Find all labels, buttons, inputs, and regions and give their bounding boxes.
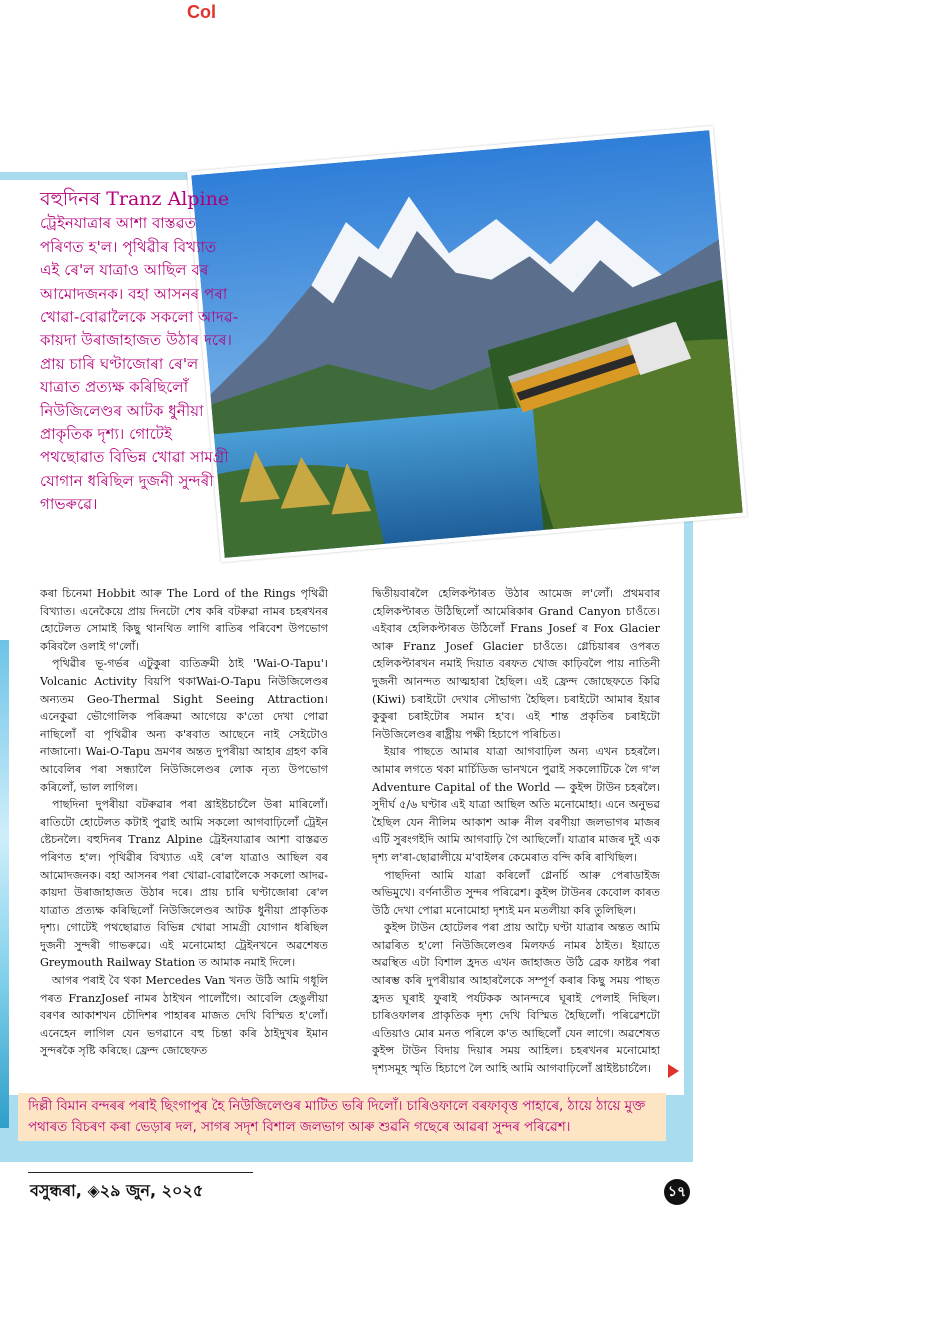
intro-highlight bbox=[40, 188, 240, 517]
column-tag: Col bbox=[187, 2, 216, 22]
left-paragraph-1: কৰা চিনেমা Hobbit আৰু The Lord of the Rings পৃথিৱী বিখ্যাত। এনেকৈয়ে প্ৰায় দিনটো শেষ কৰি বটৰুৱা নামৰ চহৰখনৰ হোটেলত সোমাই কিছু থানথিত লাগি ৰাতিৰ পৰিবেশ উপভোগ কৰিবলৈ ওলাই গ'লোঁ। bbox=[40, 587, 328, 653]
intro-body: ট্ৰেইনযাত্ৰাৰ আশা বাস্তৱত পৰিণত হ'ল। পৃথিৱীৰ বিখ্যাত এই ৰে'ল যাত্ৰাও আছিল বৰ আমোদজনক। বহা আসনৰ পৰা খোৱা-বোৱালৈকে সকলো আদৱ- কায়দা উৰাজাহাজত উঠাৰ দৰে। প্ৰায় চাৰি ঘণ্টাজোৰা ৰে'ল যাত্ৰাত প্ৰত্যক্ষ কৰিছিলোঁ নিউজিলেণ্ডৰ আটক ধুনীয়া প্ৰাকৃতিক দৃশ্য। গোটেই পথছোৱাত বিভিন্ন খোৱা সামগ্ৰী যোগান ধৰিছিল দুজনী সুন্দৰী গাভৰুৱে। bbox=[40, 214, 239, 514]
right-paragraph-2: ইয়াৰ পাছতে আমাৰ যাত্ৰা আগবাঢ়িল অন্য এখন চহৰলৈ। আমাৰ লগতে থকা মাৰ্চিডিজ ভানখনে পুৱাই সকলোটিকে লৈ গ'ল Adventure Capital of the World — কুইন্স টাউন চহৰলৈ। সুদীৰ্ঘ ৫/৬ ঘণ্টাৰ এই যাত্ৰা আছিল অতি মনোমোহা। এনে অনুভৱ হৈছিল যেন নীলিম আকাশ আৰু নীল বৰণীয়া জলভাগৰ মাজৰ এটি সুৰংগইদি আমি আগবাঢ়ি গৈ আছিলোঁ। যাত্ৰাৰ মাজৰ দুই এক দৃশ্য ল'ৰা-ছোৱালীয়ে ম'বাইলৰ কেমেৰাত বন্দি কৰি ৰাখিছিল। bbox=[372, 745, 660, 864]
intro-lead: বহুদিনৰ Tranz Alpine bbox=[40, 188, 230, 210]
left-column bbox=[40, 585, 328, 1060]
footer-rule bbox=[28, 1172, 253, 1173]
left-paragraph-2: পৃথিৱীৰ ভূ-গৰ্ভৰ এটুকুৰা ব্যতিক্ৰমী ঠাই 'Wai-O-Tapu'। Volcanic Activity বিয়পি থকাWai-O-Tapu নিউজিলেণ্ডৰ অন্যতম Geo-Thermal Sight Seeing Attraction। এনেকুৱা ভৌগোলিক পৰিক্ৰমা আগেয়ে ক'তো দেখা পোৱা নাছিলোঁ বা পৃথিৱীৰ অন্য ক'ৰবাত আছেনে নাই সেইটোও নাজানো। Wai-O-Tapu ভ্ৰমণৰ অন্তত দুপৰীয়া আহাৰ গ্ৰহণ কৰি আবেলিৰ পৰা সন্ধ্যালৈ নিউজিলেণ্ডৰ লোক নৃত্য উপভোগ কৰিলোঁ, ভাল লাগিল। bbox=[40, 657, 328, 794]
right-column bbox=[372, 585, 660, 1078]
caption-text: দিল্লী বিমান বন্দৰৰ পৰাই ছিংগাপুৰ হৈ নিউজিলেণ্ডৰ মাটিত ভৰি দিলোঁ। চাৰিওফালে বৰফাবৃত্ত পাহাৰে, ঠায়ে ঠায়ে মুক্ত পথাৰত বিচৰণ কৰা ভেড়াৰ দল, সাগৰ সদৃশ বিশাল জলভাগ আৰু শুৱনি গছেৰে আৱৰা সুন্দৰ পৰিৱেশ। bbox=[28, 1099, 646, 1135]
right-paragraph-4: কুইন্স টাউন হোটেলৰ পৰা প্ৰায় আঢ়ৈ ঘণ্টা যাত্ৰাৰ অন্তত আমি আৱৰিত হ'লো নিউজিলেণ্ডৰ মিলফৰ্ড নামৰ ঠাইত। ইয়াতে অৱস্থিত এটা বিশাল হ্ৰদত এখন জাহাজত উঠি ব্ৰেক ফাষ্টৰ পৰা আৰম্ভ কৰি দুপৰীয়াৰ আহাৰলৈকে সম্পূৰ্ণ কৰাৰ কিছু সময় পাছত হ্ৰদত ঘূৰাই ফুৰাই পৰ্যটকক আনন্দৰে ঘূৰাই পেলাই দিছিল। চাৰিওফালৰ প্ৰাকৃতিক দৃশ্য দেখি বিস্মিত হৈছিলোঁ। পৰিৱেশটো এতিয়াও মোৰ মনত পৰিলে ক'ত আছিলোঁ যেন লাগে। অৱশেষত কুইন্স টাউন বিদায় দিয়াৰ সময় আহিল। চহৰখনৰ মনোমোহা দৃশ্যসমূহ স্মৃতি হিচাপে লৈ আহি আমি আগবাঢ়িলোঁ খ্ৰাইষ্টচাৰ্চলৈ। bbox=[372, 921, 660, 1076]
side-photo-strip bbox=[0, 640, 9, 1128]
right-paragraph-1: দ্বিতীয়বাৰলৈ হেলিকপ্টাৰত উঠাৰ আমেজ ল'লোঁ। প্ৰথমবাৰ হেলিকপ্টাৰত উঠিছিলোঁ আমেৰিকাৰ Grand Canyon চাওঁতে। এইবাৰ হেলিকপ্টাৰত উঠিলোঁ Frans Josef ৰ Fox Glacier আৰু Franz Josef Glacier চাওঁতে। গ্লেচিয়াৰৰ ওপৰত হেলিকপ্টাৰখন নমাই দিয়াত বৰফত খোজ কাঢ়িবলৈ পায় নাতিনী দুজনী আনন্দত আত্মহাৰা হৈছিল। এই ফ্ৰেন্দ জোছেফতে কিৱি (Kiwi) চৰাইটো দেখাৰ সৌভাগ্য হৈছিল। চৰাইটো আমাৰ ইয়াৰ কুকুৰা চৰাইটোৰ সমান হ'ব। এই শান্ত প্ৰকৃতিৰ চৰাইটো নিউজিলেণ্ডৰ ৰাষ্ট্ৰীয় পক্ষী হিচাপে পৰিচিত। bbox=[372, 587, 660, 741]
left-paragraph-4: আগৰ পৰাই বৈ থকা Mercedes Van খনত উঠি আমি গধূলি পৰত FranzJosef নামৰ ঠাইখন পালোঁগৈ। আবেলি হেঙুলীয়া বৰণৰ আকাশখন চৌদিশৰ পাহাৰৰ মাজত দেখি বিস্মিত হ'লোঁ। এনেহেন লাগিল যেন ভগৱানে বহু চিন্তা কৰি ঠাইদুখৰ ইমান সুন্দৰকৈ সৃষ্টি কৰিছে। ফ্ৰেন্দ জোছেফত bbox=[40, 974, 328, 1058]
right-paragraph-3: পাছদিনা আমি যাত্ৰা কৰিলোঁ গ্লেনৰ্চি আৰু পেৰাডাইজ অভিমুখে। বৰ্ণনাতীত সুন্দৰ পৰিৱেশ। কুইন্স টাউনৰ কেবোল কাৰত উঠি দেখা পোৱা মনোমোহা দৃশ্যই মন মতলীয়া কৰি তুলিছিল। bbox=[372, 868, 660, 917]
photo-illustration bbox=[191, 130, 742, 558]
end-marker-icon bbox=[668, 1064, 679, 1078]
mountain-train-photo bbox=[187, 126, 747, 563]
page-number: ১৭ bbox=[664, 1179, 690, 1205]
magazine-date: বসুন্ধৰা, ◈২৯ জুন, ২০২৫ bbox=[30, 1181, 204, 1200]
left-paragraph-3: পাছদিনা দুপৰীয়া বটৰুৱাৰ পৰা খ্ৰাইষ্টচাৰ্চলৈ উৰা মাৰিলোঁ। ৰাতিটো হোটেলত কটাই পুৱাই আমি সকলো আগবাঢ়িলোঁ ট্ৰেইন ষ্টেচনলৈ। বহুদিনৰ Tranz Alpine ট্ৰেইনযাত্ৰাৰ আশা বাস্তৱত পৰিণত হ'ল। পৃথিৱীৰ বিখ্যাত এই ৰে'ল যাত্ৰাও আছিল বৰ আমোদজনক। বহা আসনৰ পৰা খোৱা-বোৱালৈকে সকলো আদৱ-কায়দা উৰাজাহাজত উঠাৰ দৰে। প্ৰায় চাৰি ঘণ্টাজোৰা ৰে'ল যাত্ৰাত প্ৰত্যক্ষ কৰিছিলোঁ নিউজিলেণ্ডৰ আটক ধুনীয়া প্ৰাকৃতিক দৃশ্য। গোটেই পথছোৱাত বিভিন্ন খোৱা সামগ্ৰী যোগান ধৰিছিল দুজনী সুন্দৰী গাভৰুৱে। এই মনোমোহা ট্ৰেইনখনে অৱশেষত Greymouth Railway Station ত আমাক নমাই দিলে। bbox=[40, 798, 328, 970]
